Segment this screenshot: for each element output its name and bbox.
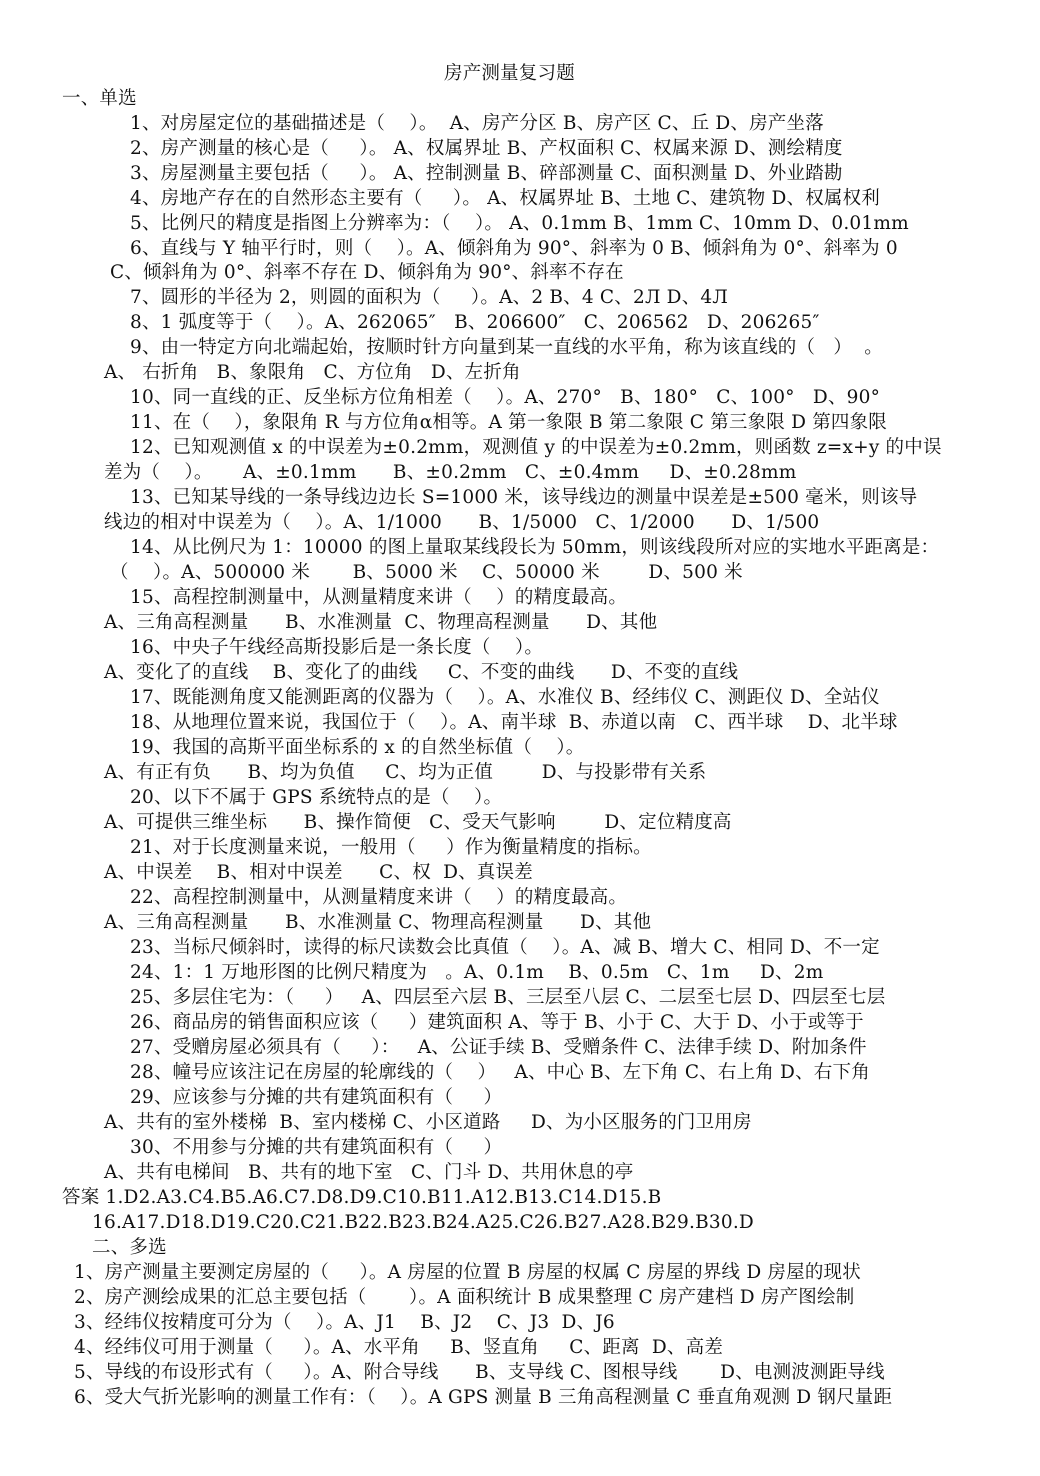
question-line: （ ）。A、500000 米 B、5000 米 C、50000 米 D、500 米 <box>110 562 743 583</box>
question-line: 8、1 弧度等于（ ）。A、262065″ B、206600″ C、206562 D、206265″ <box>130 312 820 333</box>
question-line: 2、房产测量的核心是（ ）。 A、权属界址 B、产权面积 C、权属来源 D、测绘精度 <box>130 138 843 159</box>
question-line: 27、受赠房屋必须具有（ ）： A、公证手续 B、受赠条件 C、法律手续 D、附加条件 <box>130 1037 867 1058</box>
section-heading-multi-choice: 二、多选 <box>92 1237 167 1258</box>
section-heading-single-choice: 一、单选 <box>62 88 137 109</box>
question-line: 30、不用参与分摊的共有建筑面积有（ ） <box>130 1137 503 1158</box>
question-line: 15、高程控制测量中，从测量精度来讲（ ）的精度最高。 <box>130 587 628 608</box>
question-line: 19、我国的高斯平面坐标系的 x 的自然坐标值（ ）。 <box>130 737 585 758</box>
question-line: 13、已知某导线的一条导线边边长 S=1000 米，该导线边的测量中误差是±500 毫米，则该导 <box>130 487 918 508</box>
question-line: 4、经纬仪可用于测量（ ）。A、水平角 B、竖直角 C、距离 D、高差 <box>74 1337 724 1358</box>
question-line: 24、1：1 万地形图的比例尺精度为 。A、0.1m B、0.5m C、1m D、2m <box>130 962 824 983</box>
question-line: 28、幢号应该注记在房屋的轮廓线的（ ） A、中心 B、左下角 C、右上角 D、右下角 <box>130 1062 870 1083</box>
question-line: 26、商品房的销售面积应该（ ）建筑面积 A、等于 B、小于 C、大于 D、小于或等于 <box>130 1012 864 1033</box>
question-line: 14、从比例尺为 1：10000 的图上量取某线段长为 50mm，则该线段所对应的实地水平距离是： <box>130 537 940 558</box>
question-line: 17、既能测角度又能测距离的仪器为（ ）。A、水准仪 B、经纬仪 C、测距仪 D、全站仪 <box>130 687 880 708</box>
question-line: 22、高程控制测量中，从测量精度来讲（ ）的精度最高。 <box>130 887 628 908</box>
answer-key-line: 16.A17.D18.D19.C20.C21.B22.B23.B24.A25.C26.B27.A28.B29.B30.D <box>92 1212 754 1233</box>
question-line: 25、多层住宅为：（ ） A、四层至六层 B、三层至八层 C、二层至七层 D、四层至七层 <box>130 987 886 1008</box>
question-line: 16、中央子午线经高斯投影后是一条长度（ ）。 <box>130 637 544 658</box>
question-line: 6、直线与 Y 轴平行时，则（ ）。A、倾斜角为 90°、斜率为 0 B、倾斜角为 0°、斜率为 0 <box>130 238 898 259</box>
question-line: 线边的相对中误差为（ ）。A、1/1000 B、1/5000 C、1/2000 D、1/500 <box>104 512 820 533</box>
question-line: A、变化了的直线 B、变化了的曲线 C、不变的曲线 D、不变的直线 <box>104 662 739 683</box>
question-line: 3、房屋测量主要包括（ ）。 A、控制测量 B、碎部测量 C、面积测量 D、外业踏勘 <box>130 163 843 184</box>
question-line: 5、导线的布设形式有（ ）。A、附合导线 B、支导线 C、图根导线 D、电测波测距导线 <box>74 1362 885 1383</box>
question-line: A、共有电梯间 B、共有的地下室 C、门斗 D、共用休息的亭 <box>104 1162 634 1183</box>
question-line: 12、已知观测值 x 的中误差为±0.2mm，观测值 y 的中误差为±0.2mm，则函数 z=x+y 的中误 <box>130 437 942 458</box>
question-line: A、可提供三维坐标 B、操作简便 C、受天气影响 D、定位精度高 <box>104 812 732 833</box>
question-line: 7、圆形的半径为 2，则圆的面积为（ ）。A、2 B、4 C、2Л D、4Л <box>130 287 729 308</box>
page-title: 房产测量复习题 <box>444 63 575 84</box>
question-line: 23、当标尺倾斜时，读得的标尺读数会比真值（ ）。A、减 B、增大 C、相同 D、不一定 <box>130 937 880 958</box>
question-line: 11、在（ ），象限角 R 与方位角α相等。A 第一象限 B 第二象限 C 第三象限 D 第四象限 <box>130 412 888 433</box>
question-line: 29、应该参与分摊的共有建筑面积有（ ） <box>130 1087 503 1108</box>
question-line: A、 右折角 B、象限角 C、方位角 D、左折角 <box>104 362 521 383</box>
question-line: A、有正有负 B、均为负值 C、均为正值 D、与投影带有关系 <box>104 762 707 783</box>
question-line: A、三角高程测量 B、水准测量 C、物理高程测量 D、其他 <box>104 612 658 633</box>
question-line: 18、从地理位置来说，我国位于（ ）。A、南半球 B、赤道以南 C、西半球 D、北半球 <box>130 712 898 733</box>
question-line: C、倾斜角为 0°、斜率不存在 D、倾斜角为 90°、斜率不存在 <box>110 262 624 283</box>
question-line: 10、同一直线的正、反坐标方位角相差（ ）。A、270° B、180° C、100° D、90° <box>130 387 881 408</box>
question-line: 21、对于长度测量来说，一般用（ ）作为衡量精度的指标。 <box>130 837 652 858</box>
question-line: 3、经纬仪按精度可分为（ ）。A、J1 B、J2 C、J3 D、J6 <box>74 1312 615 1333</box>
question-line: A、中误差 B、相对中误差 C、权 D、真误差 <box>104 862 533 883</box>
question-line: 20、以下不属于 GPS 系统特点的是（ ）。 <box>130 787 503 808</box>
question-line: 4、房地产存在的自然形态主要有（ ）。 A、权属界址 B、土地 C、建筑物 D、权属权利 <box>130 188 880 209</box>
question-line: A、三角高程测量 B、水准测量 C、物理高程测量 D、其他 <box>104 912 652 933</box>
question-line: 6、受大气折光影响的测量工作有：（ ）。A GPS 测量 B 三角高程测量 C 垂直角观测 D 钢尺量距 <box>74 1387 893 1408</box>
question-line: 2、房产测绘成果的汇总主要包括（ ）。A 面积统计 B 成果整理 C 房产建档 D 房产图绘制 <box>74 1287 855 1308</box>
question-line: A、共有的室外楼梯 B、室内楼梯 C、小区道路 D、为小区服务的门卫用房 <box>104 1112 752 1133</box>
question-line: 1、对房屋定位的基础描述是（ ）。 A、房产分区 B、房产区 C、丘 D、房产坐落 <box>130 113 824 134</box>
answer-key-line: 答案 1.D2.A3.C4.B5.A6.C7.D8.D9.C10.B11.A12.B13.C14.D15.B <box>62 1187 662 1208</box>
question-line: 差为（ ）。 A、±0.1mm B、±0.2mm C、±0.4mm D、±0.28mm <box>104 462 797 483</box>
question-line: 1、房产测量主要测定房屋的（ ）。A 房屋的位置 B 房屋的权属 C 房屋的界线 D 房屋的现状 <box>74 1262 861 1283</box>
question-line: 5、比例尺的精度是指图上分辨率为：（ ）。 A、0.1mm B、1mm C、10mm D、0.01mm <box>130 213 909 234</box>
question-line: 9、由一特定方向北端起始，按顺时针方向量到某一直线的水平角，称为该直线的（ ） 。 <box>130 337 883 358</box>
